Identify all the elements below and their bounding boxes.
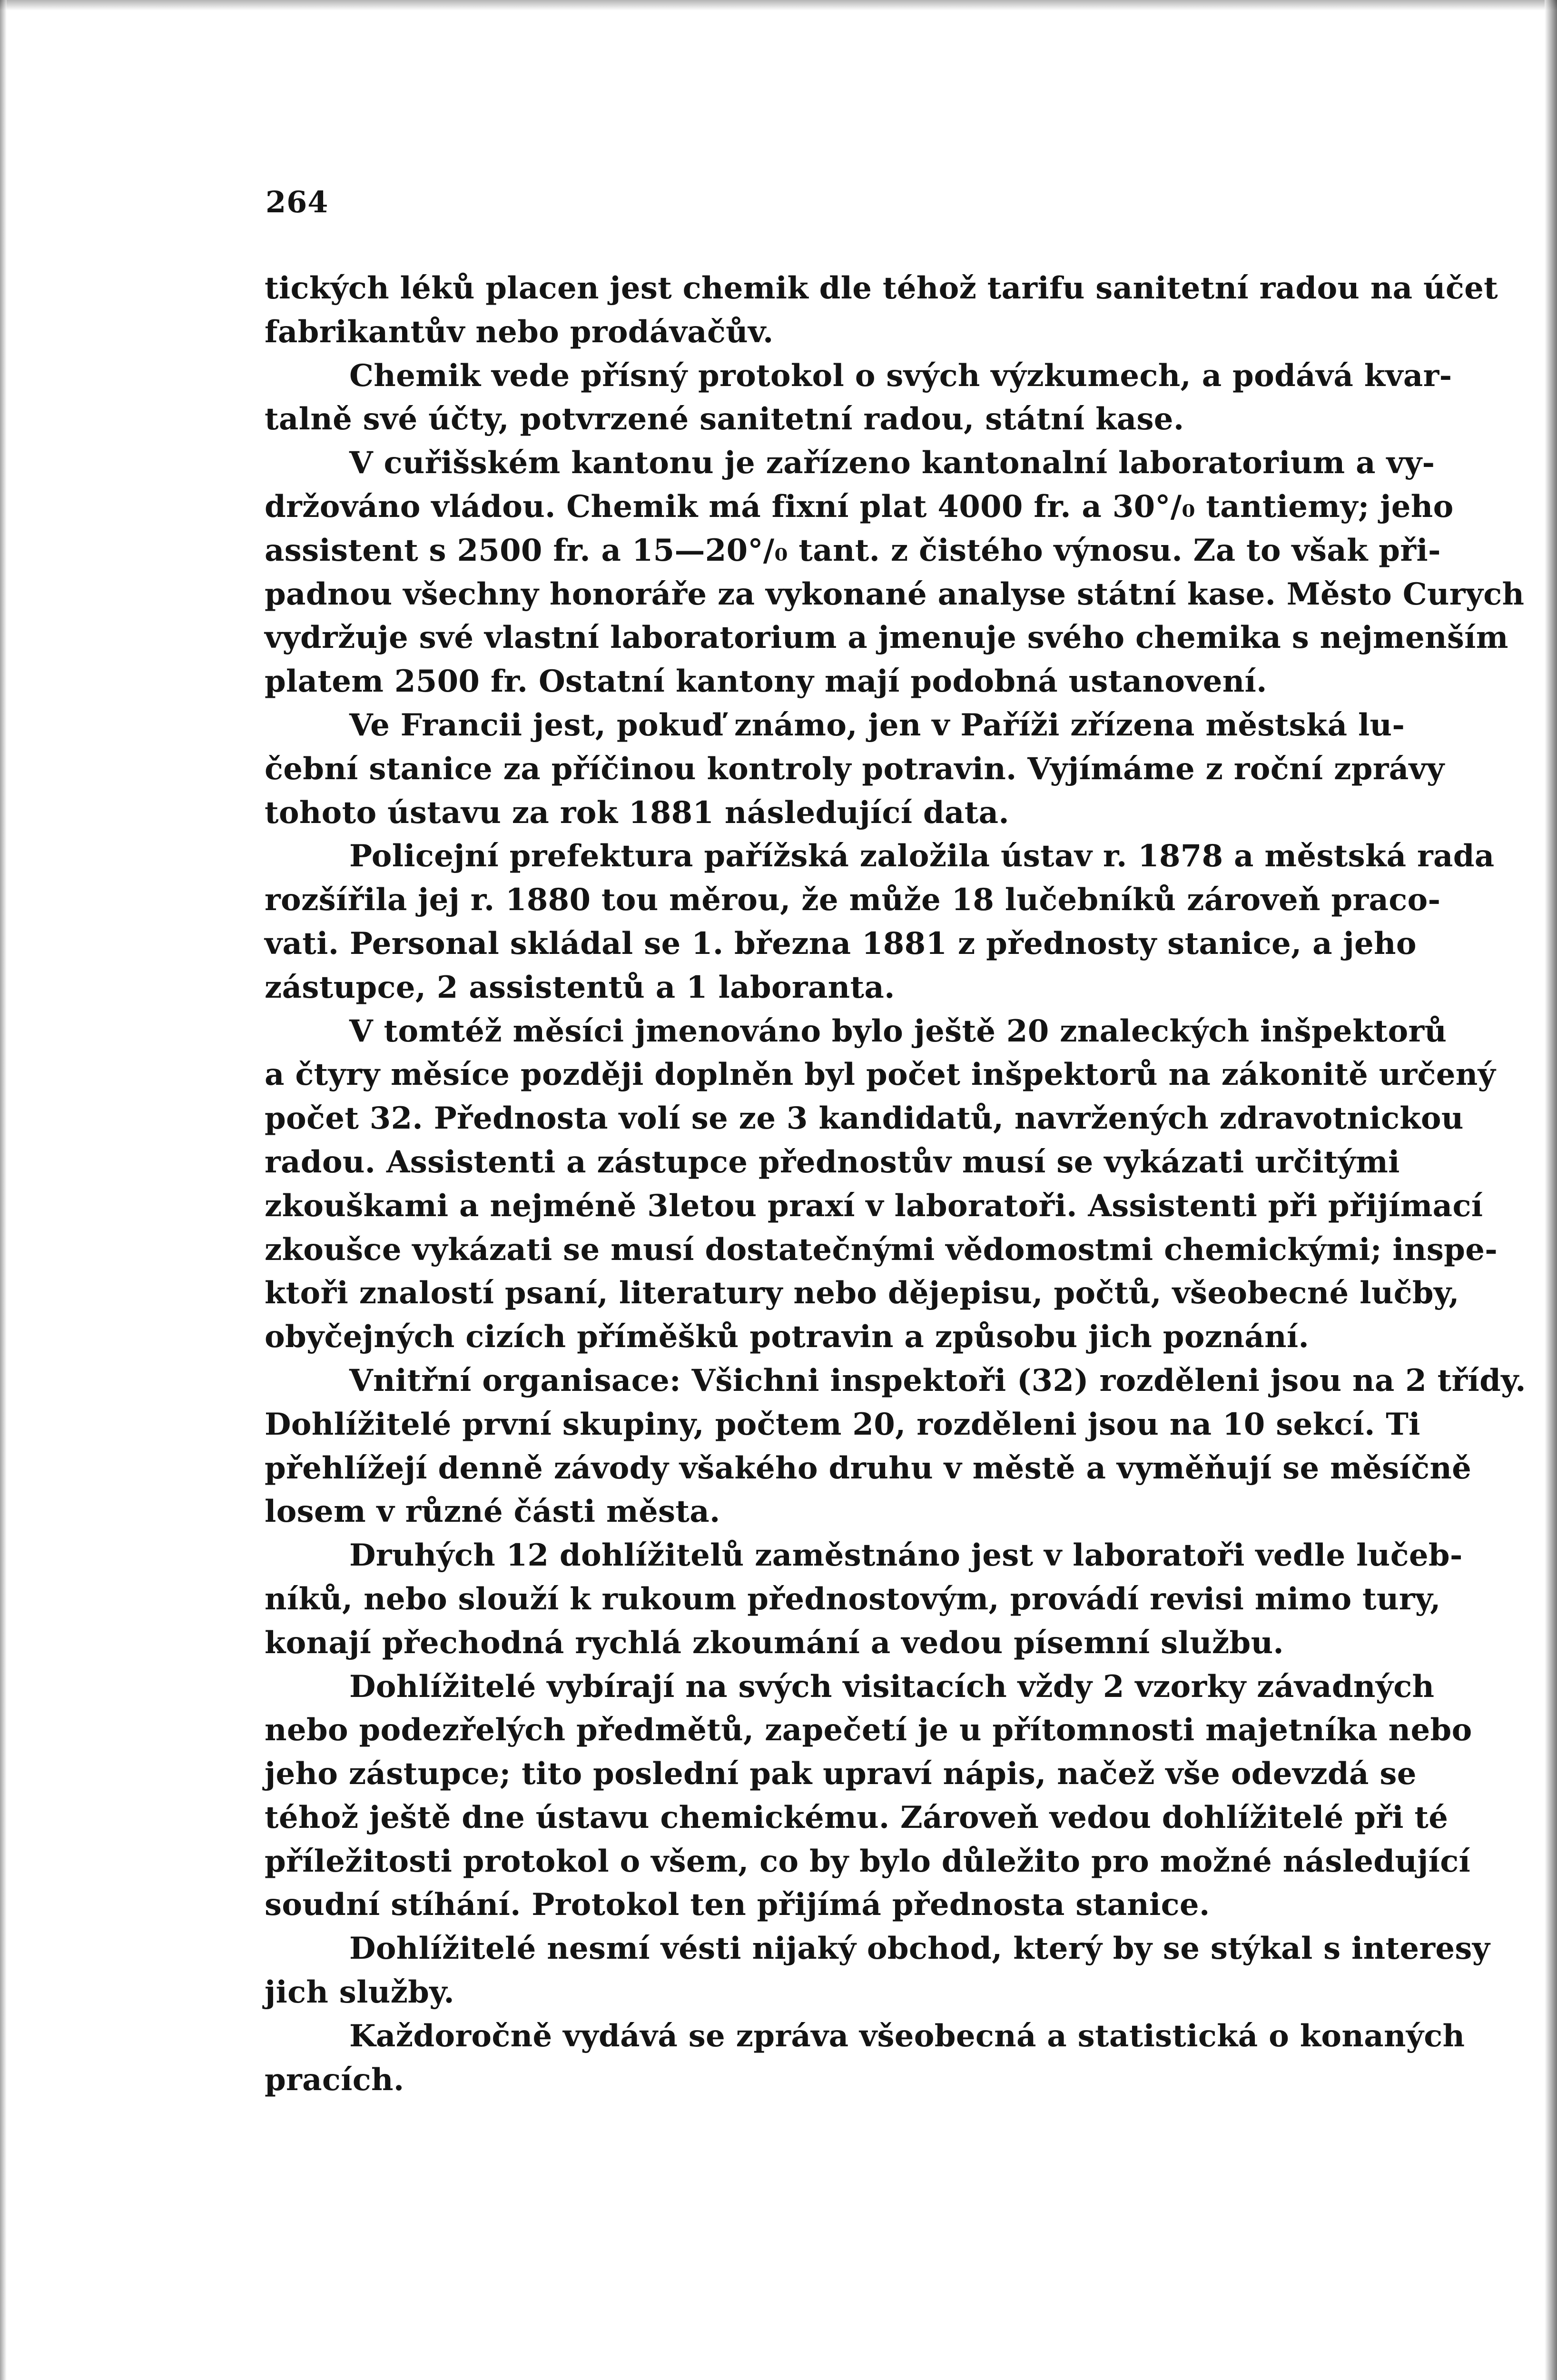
text-line: jeho zástupce; tito poslední pak upraví nápis, načež vše odevzdá se: [265, 1756, 1417, 1792]
text-line: Policejní prefektura pařížská založila ústav r. 1878 a městská rada: [349, 838, 1495, 874]
scan-edge-right: [1545, 0, 1557, 2380]
text-line: Chemik vede přísný protokol o svých výzkumech, a podává kvar-: [349, 357, 1452, 394]
page-number: 264: [266, 185, 329, 219]
text-line: radou. Assistenti a zástupce přednostův musí se vykázati určitými: [265, 1144, 1400, 1180]
text-line: talně své účty, potvrzené sanitetní radou, státní kase.: [265, 401, 1184, 437]
text-line: tohoto ústavu za rok 1881 následující data.: [265, 794, 1009, 831]
text-line: počet 32. Přednosta volí se ze 3 kandidatů, navržených zdravotnickou: [265, 1101, 1464, 1137]
text-line: V cuřišském kantonu je zařízeno kantonalní laboratorium a vy-: [349, 445, 1435, 481]
paragraph: [265, 1927, 1490, 2014]
text-line: vati. Personal skládal se 1. března 1881 z přednosty stanice, a jeho: [265, 925, 1417, 962]
text-line: níků, nebo slouží k rukoum přednostovým, provádí revisi mimo tury,: [265, 1581, 1441, 1617]
text-line: V tomtéž měsíci jmenováno bylo ještě 20 znaleckých inšpektorů: [349, 1013, 1447, 1049]
paragraph: [265, 1534, 1463, 1665]
text-line: téhož ještě dne ústavu chemickému. Zároveň vedou dohlížitelé při té: [265, 1799, 1449, 1835]
text-line: nebo podezřelých předmětů, zapečetí je u přítomnosti majetníka nebo: [265, 1712, 1472, 1748]
text-line: Každoročně vydává se zpráva všeobecná a statistická o konaných: [349, 2018, 1465, 2054]
paragraph: [265, 354, 1452, 442]
text-line: Druhých 12 dohlížitelů zaměstnáno jest v laboratoři vedle lučeb-: [349, 1537, 1463, 1574]
text-line: obyčejných cizích příměšků potravin a způsobu jich poznání.: [265, 1319, 1310, 1355]
text-line: assistent s 2500 fr. a 15—20°/₀ tant. z čistého výnosu. Za to však při-: [265, 532, 1441, 568]
text-line: jich služby.: [265, 1974, 454, 2011]
text-line: Vnitřní organisace: Všichni inspektoři (32) rozděleni jsou na 2 třídy.: [349, 1362, 1526, 1398]
scan-edge-left: [0, 0, 7, 2380]
text-line: konají přechodná rychlá zkoumání a vedou písemní službu.: [265, 1625, 1284, 1661]
paragraph: [265, 1665, 1472, 1927]
text-line: zkouškami a nejméně 3letou praxí v laboratoři. Assistenti při přijímací: [265, 1188, 1483, 1224]
paragraph: [265, 834, 1495, 1009]
text-line: a čtyry měsíce později doplněn byl počet inšpektorů na zákonitě určený: [265, 1057, 1496, 1093]
text-line: Dohlížitelé první skupiny, počtem 20, rozděleni jsou na 10 sekcí. Ti: [265, 1406, 1420, 1442]
paragraph: [265, 1010, 1498, 1359]
paragraph: [265, 441, 1525, 704]
text-line: Dohlížitelé nesmí vésti nijaký obchod, který by se stýkal s interesy: [349, 1931, 1490, 1967]
text-line: držováno vládou. Chemik má fixní plat 4000 fr. a 30°/₀ tantiemy; jeho: [265, 488, 1454, 525]
text-line: losem v různé části města.: [265, 1494, 720, 1530]
text-line: rozšířila jej r. 1880 tou měrou, že může 18 lučebníků zároveň praco-: [265, 882, 1441, 918]
text-line: příležitosti protokol o všem, co by bylo důležito pro možné následující: [265, 1843, 1471, 1879]
text-line: zkoušce vykázati se musí dostatečnými vědomostmi chemickými; inspe-: [265, 1231, 1498, 1268]
text-line: fabrikantův nebo prodávačův.: [265, 314, 774, 350]
text-line: padnou všechny honoráře za vykonané analyse státní kase. Město Curych: [265, 576, 1525, 612]
text-line: přehlížejí denně závody všakého druhu v městě a vyměňují se měsíčně: [265, 1450, 1472, 1486]
text-line: pracích.: [265, 2062, 404, 2098]
paragraph: [265, 1359, 1526, 1534]
text-line: ktoři znalostí psaní, literatury nebo dějepisu, počtů, všeobecné lučby,: [265, 1275, 1459, 1311]
text-line: zástupce, 2 assistentů a 1 laboranta.: [265, 969, 895, 1005]
text-line: čební stanice za příčinou kontroly potravin. Vyjímáme z roční zprávy: [265, 751, 1445, 787]
text-line: soudní stíhání. Protokol ten přijímá přednosta stanice.: [265, 1887, 1210, 1923]
text-line: tických léků placen jest chemik dle téhož tarifu sanitetní radou na účet: [265, 270, 1498, 306]
text-line: platem 2500 fr. Ostatní kantony mají podobná ustanovení.: [265, 664, 1267, 700]
text-line: vydržuje své vlastní laboratorium a jmenuje svého chemika s nejmenším: [265, 620, 1508, 656]
body-text: [265, 267, 1526, 2102]
paragraph: [265, 267, 1498, 354]
scan-edge-top: [0, 0, 1557, 10]
text-line: Ve Francii jest, pokuď známo, jen v Paříži zřízena městská lu-: [349, 707, 1405, 743]
paragraph: [265, 704, 1445, 834]
paragraph: [265, 2014, 1465, 2102]
text-line: Dohlížitelé vybírají na svých visitacích vždy 2 vzorky závadných: [349, 1668, 1435, 1705]
